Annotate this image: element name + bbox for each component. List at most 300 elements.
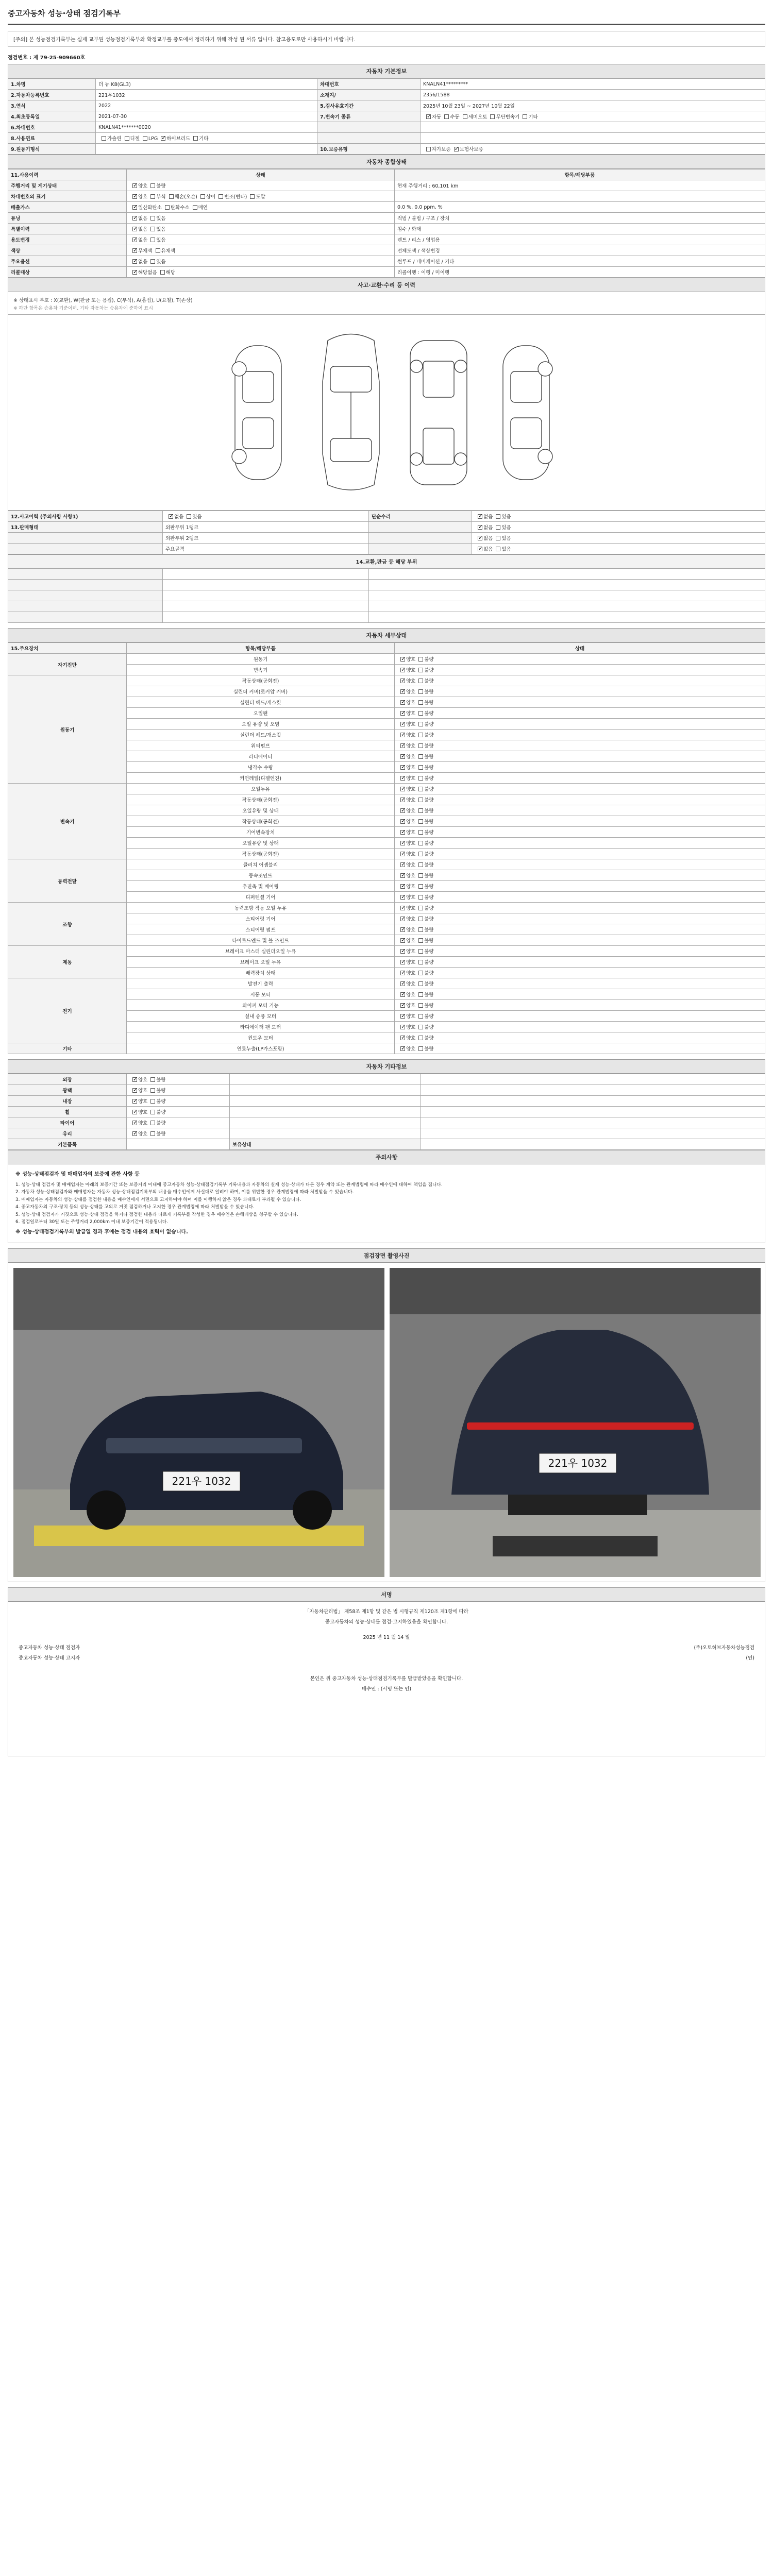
- detail-state: [395, 903, 765, 913]
- checkbox[interactable]: [400, 668, 405, 672]
- overall-row: [8, 202, 765, 213]
- checkbox[interactable]: [418, 679, 423, 683]
- checkbox-label: 없음: [483, 536, 493, 541]
- checkbox[interactable]: [444, 114, 449, 119]
- accident-label: 13.판매형태: [8, 522, 163, 533]
- checkbox-label: LPG: [148, 136, 158, 142]
- detail-state: [395, 740, 765, 751]
- overall-label: 색상: [8, 245, 127, 256]
- checkbox-label: 불량: [424, 733, 434, 738]
- checkbox[interactable]: [418, 895, 423, 900]
- checkbox[interactable]: [418, 949, 423, 954]
- checkbox-label: 있음: [501, 536, 511, 541]
- detail-item: 원동기: [127, 654, 395, 665]
- checkbox-label: 양호: [406, 981, 416, 987]
- detail-group: 변속기: [8, 784, 127, 859]
- detail-state: [395, 881, 765, 892]
- checkbox[interactable]: [418, 830, 423, 835]
- checkbox[interactable]: [400, 971, 405, 975]
- parts-label: [8, 580, 163, 590]
- checkbox[interactable]: [496, 525, 500, 530]
- checkbox[interactable]: [193, 205, 197, 210]
- checkbox[interactable]: [132, 194, 137, 199]
- checkbox[interactable]: [400, 992, 405, 997]
- basic-label-2: 10.보증유형: [317, 144, 421, 155]
- overall-options: [127, 267, 395, 278]
- accident-legend: ※ 상태표시 부호 : X(교환), W(판금 또는 용접), C(부식), A(흠집), U(요철), T(손상): [13, 298, 193, 303]
- checkbox[interactable]: [150, 216, 155, 221]
- checkbox-label: 양호: [406, 808, 416, 814]
- other-row: [8, 1117, 765, 1128]
- checkbox-label: 불량: [424, 754, 434, 760]
- signature-line-2: 중고자동차의 성능·상태를 점검·고지하였음을 확인합니다.: [325, 1619, 448, 1625]
- accident-label-2: 단순수리: [369, 511, 472, 522]
- accident-value-2: [472, 511, 765, 522]
- checkbox[interactable]: [161, 136, 165, 141]
- checkbox[interactable]: [418, 852, 423, 856]
- checkbox-label: 탄화수소: [170, 205, 190, 211]
- overall-extra: 리콜이행 : 이행 / 미이행: [395, 267, 765, 278]
- car-outline-diagram: [225, 330, 554, 495]
- basic-row: [8, 122, 765, 133]
- checkbox[interactable]: [160, 270, 165, 275]
- detail-item: 등속조인트: [127, 870, 395, 881]
- accident-value: [163, 511, 369, 522]
- detail-state: [395, 838, 765, 849]
- other-row: [8, 1128, 765, 1139]
- checkbox-label: 양호: [406, 700, 416, 706]
- basic-label: 9.원동기형식: [8, 144, 96, 155]
- checkbox-label: 양호: [406, 1003, 416, 1009]
- checkbox[interactable]: [156, 248, 160, 253]
- checkbox-label: 불량: [424, 884, 434, 890]
- checkbox[interactable]: [400, 884, 405, 889]
- checkbox-label: 있음: [156, 238, 166, 243]
- overall-extra: 적법 / 불법 / 구조 / 장치: [395, 213, 765, 224]
- checkbox-label: 무단변속기: [496, 114, 520, 120]
- checkbox[interactable]: [150, 194, 155, 199]
- checkbox-label: 불량: [424, 1003, 434, 1009]
- checkbox-label: 기타: [528, 114, 538, 120]
- detail-state: [395, 1011, 765, 1022]
- accident-label: 12.사고이력 (주의사항 사항1): [8, 511, 163, 522]
- checkbox[interactable]: [400, 700, 405, 705]
- overall-extra: 현재 주행거리 : 60,101 km: [395, 180, 765, 191]
- checkbox[interactable]: [132, 1088, 137, 1093]
- checkbox[interactable]: [400, 1003, 405, 1008]
- checkbox[interactable]: [418, 884, 423, 889]
- checkbox[interactable]: [400, 906, 405, 910]
- checkbox[interactable]: [400, 917, 405, 921]
- checkbox[interactable]: [102, 136, 106, 141]
- checkbox[interactable]: [400, 862, 405, 867]
- checkbox[interactable]: [132, 216, 137, 221]
- overall-row: [8, 267, 765, 278]
- checkbox[interactable]: [418, 765, 423, 770]
- accident-row: [8, 522, 765, 533]
- basic-value: [96, 133, 317, 144]
- checkbox[interactable]: [400, 938, 405, 943]
- checkbox[interactable]: [418, 992, 423, 997]
- accident-value-2: [472, 533, 765, 544]
- checkbox[interactable]: [418, 668, 423, 672]
- checkbox[interactable]: [496, 514, 500, 519]
- checkbox[interactable]: [400, 927, 405, 932]
- detail-group: 원동기: [8, 675, 127, 784]
- checkbox[interactable]: [426, 147, 431, 151]
- checkbox-label: 불량: [424, 895, 434, 901]
- checkbox-label: 불량: [424, 938, 434, 944]
- overall-label: 용도변경: [8, 234, 127, 245]
- checkbox-label: 양호: [138, 194, 148, 200]
- accident-item: 외판부위 1랭크: [165, 525, 199, 531]
- checkbox[interactable]: [150, 183, 155, 188]
- checkbox-label: 해당없음: [138, 270, 157, 276]
- checkbox[interactable]: [169, 194, 174, 199]
- checkbox[interactable]: [418, 938, 423, 943]
- parts-rank: [163, 569, 369, 580]
- checkbox[interactable]: [418, 873, 423, 878]
- checkbox[interactable]: [454, 147, 459, 151]
- detail-item: 타이로드엔드 및 볼 조인트: [127, 935, 395, 946]
- overall-options: [127, 191, 395, 202]
- section-caution-title: 주의사항: [8, 1150, 765, 1164]
- checkbox[interactable]: [132, 270, 137, 275]
- checkbox[interactable]: [418, 657, 423, 662]
- overall-row: [8, 191, 765, 202]
- checkbox[interactable]: [400, 743, 405, 748]
- checkbox[interactable]: [132, 259, 137, 264]
- checkbox[interactable]: [400, 873, 405, 878]
- caution-line: 1. 성능·상태 점검자 및 매매업자는 아래의 보증기간 또는 보증거리 이내에 중고자동차 성능·상태점검기록부 기록내용과 자동차의 실제 성능·상태가 다른 경우 계약 또는 관계법령에 따라 매수인에 대하여 책임을 집니다.: [15, 1182, 443, 1188]
- other-extra: [230, 1128, 421, 1139]
- checkbox[interactable]: [478, 514, 482, 519]
- other-label: 휠: [8, 1107, 127, 1117]
- checkbox[interactable]: [418, 808, 423, 813]
- detail-row: [8, 654, 765, 665]
- overall-options: [127, 234, 395, 245]
- checkbox-label: 불량: [424, 668, 434, 673]
- checkbox[interactable]: [400, 830, 405, 835]
- checkbox[interactable]: [418, 927, 423, 932]
- checkbox-label: 있음: [501, 514, 511, 520]
- accident-item: 주요골격: [165, 547, 184, 552]
- checkbox[interactable]: [418, 960, 423, 964]
- checkbox-label: 없음: [174, 514, 184, 520]
- checkbox-label: 양호: [406, 938, 416, 944]
- checkbox[interactable]: [400, 981, 405, 986]
- overall-extra: 전체도색 / 색상변경: [395, 245, 765, 256]
- checkbox[interactable]: [132, 248, 137, 253]
- parts-label: [8, 601, 163, 612]
- detail-item: 작동상태(공회전): [127, 816, 395, 827]
- overall-head-usage: 11.사용이력: [8, 170, 127, 180]
- checkbox[interactable]: [150, 1131, 155, 1136]
- checkbox[interactable]: [418, 798, 423, 802]
- checkbox[interactable]: [400, 689, 405, 694]
- detail-state: [395, 708, 765, 719]
- basic-label: 2.자동차등록번호: [8, 90, 96, 100]
- detail-state: [395, 730, 765, 740]
- checkbox-label: 양호: [406, 960, 416, 965]
- section-photos-title: 점검장면 촬영사진: [8, 1248, 765, 1263]
- checkbox[interactable]: [400, 798, 405, 802]
- checkbox[interactable]: [132, 1077, 137, 1082]
- parts-title: 14.교환,판금 등 해당 부위: [8, 554, 765, 568]
- checkbox[interactable]: [400, 679, 405, 683]
- detail-state: [395, 870, 765, 881]
- other-label: 광택: [8, 1085, 127, 1096]
- checkbox[interactable]: [478, 536, 482, 540]
- checkbox-label: 불량: [424, 927, 434, 933]
- checkbox-label: 양호: [406, 852, 416, 857]
- checkbox[interactable]: [165, 205, 170, 210]
- checkbox[interactable]: [418, 787, 423, 791]
- detail-item: 작동상태(공회전): [127, 794, 395, 805]
- accident-row: [8, 533, 765, 544]
- checkbox[interactable]: [418, 733, 423, 737]
- checkbox[interactable]: [400, 765, 405, 770]
- checkbox[interactable]: [418, 1003, 423, 1008]
- parts-rank: [163, 590, 369, 601]
- checkbox[interactable]: [193, 136, 198, 141]
- checkbox[interactable]: [418, 906, 423, 910]
- checkbox[interactable]: [418, 981, 423, 986]
- checkbox[interactable]: [418, 917, 423, 921]
- overall-label: 주행거리 및 계기상태: [8, 180, 127, 191]
- basic-row: [8, 79, 765, 90]
- checkbox[interactable]: [219, 194, 223, 199]
- checkbox-label: 불량: [156, 1131, 166, 1137]
- checkbox[interactable]: [400, 722, 405, 726]
- checkbox[interactable]: [418, 971, 423, 975]
- detail-item: 작동상태(공회전): [127, 675, 395, 686]
- checkbox-label: 불량: [424, 657, 434, 663]
- checkbox[interactable]: [426, 114, 431, 119]
- basic-row: [8, 100, 765, 111]
- checkbox[interactable]: [418, 722, 423, 726]
- checkbox[interactable]: [400, 733, 405, 737]
- accident-value: [163, 533, 369, 544]
- checkbox[interactable]: [418, 841, 423, 845]
- detail-item: 브레이크 마스터 실린더오일 누유: [127, 946, 395, 957]
- checkbox-label: 불량: [424, 862, 434, 868]
- overall-label: 차대번호의 표기: [8, 191, 127, 202]
- checkbox-label: 일산화탄소: [138, 205, 162, 211]
- checkbox[interactable]: [400, 808, 405, 813]
- checkbox-label: 부식: [156, 194, 166, 200]
- checkbox-label: 양호: [406, 819, 416, 825]
- other-state: [127, 1128, 230, 1139]
- document: [8, 8, 765, 1756]
- checkbox[interactable]: [132, 183, 137, 188]
- checkbox[interactable]: [150, 1110, 155, 1114]
- checkbox[interactable]: [418, 776, 423, 781]
- checkbox[interactable]: [150, 259, 155, 264]
- parts-items: [369, 612, 765, 623]
- checkbox[interactable]: [490, 114, 495, 119]
- overall-options: [127, 256, 395, 267]
- detail-row: [8, 859, 765, 870]
- detail-state: [395, 892, 765, 903]
- detail-item: 디퍼렌셜 기어: [127, 892, 395, 903]
- parts-items: [369, 580, 765, 590]
- detail-group: 기타: [8, 1043, 127, 1054]
- accident-value-2: [472, 544, 765, 554]
- other-owner-value: [127, 1139, 230, 1150]
- checkbox[interactable]: [400, 776, 405, 781]
- checkbox-label: 있음: [501, 547, 511, 552]
- basic-value-2: [421, 111, 765, 122]
- checkbox[interactable]: [400, 754, 405, 759]
- checkbox[interactable]: [250, 194, 255, 199]
- checkbox[interactable]: [150, 1121, 155, 1125]
- checkbox-label: 양호: [406, 1014, 416, 1020]
- photo-rear: [390, 1268, 761, 1577]
- checkbox[interactable]: [418, 819, 423, 824]
- basic-label-2: 5.검사유효기간: [317, 100, 421, 111]
- checkbox[interactable]: [132, 1110, 137, 1114]
- basic-label: 4.최초등록일: [8, 111, 96, 122]
- checkbox[interactable]: [400, 1014, 405, 1019]
- checkbox[interactable]: [418, 711, 423, 716]
- checkbox[interactable]: [400, 787, 405, 791]
- accident-row: [8, 511, 765, 522]
- other-state: [127, 1107, 230, 1117]
- checkbox[interactable]: [132, 1121, 137, 1125]
- checkbox[interactable]: [463, 114, 467, 119]
- checkbox[interactable]: [150, 238, 155, 242]
- checkbox[interactable]: [132, 227, 137, 231]
- checkbox[interactable]: [418, 689, 423, 694]
- checkbox[interactable]: [125, 136, 129, 141]
- checkbox[interactable]: [400, 1046, 405, 1051]
- detail-state: [395, 1000, 765, 1011]
- checkbox[interactable]: [418, 1014, 423, 1019]
- checkbox[interactable]: [478, 547, 482, 551]
- section-other-title: 자동차 기타정보: [8, 1059, 765, 1074]
- overall-row: [8, 213, 765, 224]
- checkbox[interactable]: [418, 1025, 423, 1029]
- checkbox[interactable]: [418, 700, 423, 705]
- checkbox-label: 양호: [406, 722, 416, 727]
- section-accident-title: 사고·교환·수리 등 이력: [8, 278, 765, 292]
- checkbox[interactable]: [400, 657, 405, 662]
- checkbox[interactable]: [169, 514, 173, 519]
- detail-state: [395, 957, 765, 968]
- detail-state: [395, 773, 765, 784]
- checkbox[interactable]: [400, 1036, 405, 1040]
- checkbox[interactable]: [132, 238, 137, 242]
- basic-row: [8, 144, 765, 155]
- checkbox[interactable]: [496, 547, 500, 551]
- basic-value: [96, 144, 317, 155]
- checkbox[interactable]: [418, 1036, 423, 1040]
- checkbox-label: 없음: [138, 238, 148, 243]
- detail-state: [395, 935, 765, 946]
- checkbox-label: 있음: [156, 227, 166, 232]
- checkbox[interactable]: [418, 862, 423, 867]
- detail-state: [395, 675, 765, 686]
- checkbox-label: 불량: [424, 852, 434, 857]
- checkbox-label: 불량: [424, 873, 434, 879]
- detail-state: [395, 751, 765, 762]
- checkbox[interactable]: [132, 1099, 137, 1104]
- checkbox[interactable]: [400, 895, 405, 900]
- checkbox-label: 양호: [406, 798, 416, 803]
- detail-state: [395, 686, 765, 697]
- detail-head-item: 항목/해당부품: [127, 643, 395, 654]
- checkbox[interactable]: [132, 205, 137, 210]
- checkbox[interactable]: [478, 525, 482, 530]
- checkbox-label: 도말: [256, 194, 265, 200]
- caution-line: 2. 자동차 성능·상태점검자와 매매업자는 자동차 성능·상태점검기록부의 내용을 매수인에게 사실대로 알려야 하며, 이를 위반한 경우 관계법령에 따라 처벌받을 수 있습니다.: [15, 1190, 354, 1195]
- detail-state: [395, 719, 765, 730]
- checkbox[interactable]: [418, 754, 423, 759]
- checkbox[interactable]: [400, 960, 405, 964]
- detail-row: [8, 946, 765, 957]
- checkbox[interactable]: [150, 1099, 155, 1104]
- checkbox-label: 양호: [406, 895, 416, 901]
- checkbox[interactable]: [400, 852, 405, 856]
- accident-value: [163, 544, 369, 554]
- checkbox-label: 불량: [156, 1077, 166, 1083]
- detail-row: [8, 784, 765, 794]
- checkbox[interactable]: [418, 743, 423, 748]
- checkbox[interactable]: [150, 227, 155, 231]
- overall-head-state: 상태: [127, 170, 395, 180]
- checkbox[interactable]: [400, 1025, 405, 1029]
- checkbox[interactable]: [400, 949, 405, 954]
- basic-label: 3.연식: [8, 100, 96, 111]
- checkbox[interactable]: [496, 536, 500, 540]
- checkbox[interactable]: [400, 841, 405, 845]
- checkbox[interactable]: [400, 711, 405, 716]
- checkbox[interactable]: [150, 1077, 155, 1082]
- overall-label: 튜닝: [8, 213, 127, 224]
- checkbox-label: 불량: [424, 971, 434, 976]
- overall-options: [127, 245, 395, 256]
- checkbox-label: 불량: [424, 787, 434, 792]
- checkbox[interactable]: [187, 514, 191, 519]
- detail-item: 라디에이터 팬 모터: [127, 1022, 395, 1032]
- parts-label: [8, 590, 163, 601]
- other-state: [127, 1074, 230, 1085]
- checkbox-label: 있음: [501, 525, 511, 531]
- checkbox-label: 상이: [206, 194, 216, 200]
- caution-warning-2: ※ 성능·상태점검기록부의 발급일 경과 후에는 점검 내용의 효력이 없습니다.: [15, 1229, 188, 1235]
- other-extra-2: [421, 1096, 765, 1107]
- caution-notes: [8, 1164, 765, 1243]
- checkbox[interactable]: [200, 194, 205, 199]
- checkbox-label: 매연: [198, 205, 208, 211]
- checkbox[interactable]: [400, 819, 405, 824]
- checkbox[interactable]: [418, 1046, 423, 1051]
- overall-options: [127, 202, 395, 213]
- checkbox[interactable]: [150, 1088, 155, 1093]
- other-extra-2: [421, 1128, 765, 1139]
- checkbox[interactable]: [132, 1131, 137, 1136]
- detail-item: 오일팬: [127, 708, 395, 719]
- detail-group: 제동: [8, 946, 127, 978]
- overall-options: [127, 213, 395, 224]
- checkbox[interactable]: [523, 114, 527, 119]
- checkbox[interactable]: [143, 136, 147, 141]
- detail-state: [395, 794, 765, 805]
- checkbox-label: 양호: [138, 1131, 148, 1137]
- checkbox-label: 양호: [406, 776, 416, 782]
- detail-state: [395, 968, 765, 978]
